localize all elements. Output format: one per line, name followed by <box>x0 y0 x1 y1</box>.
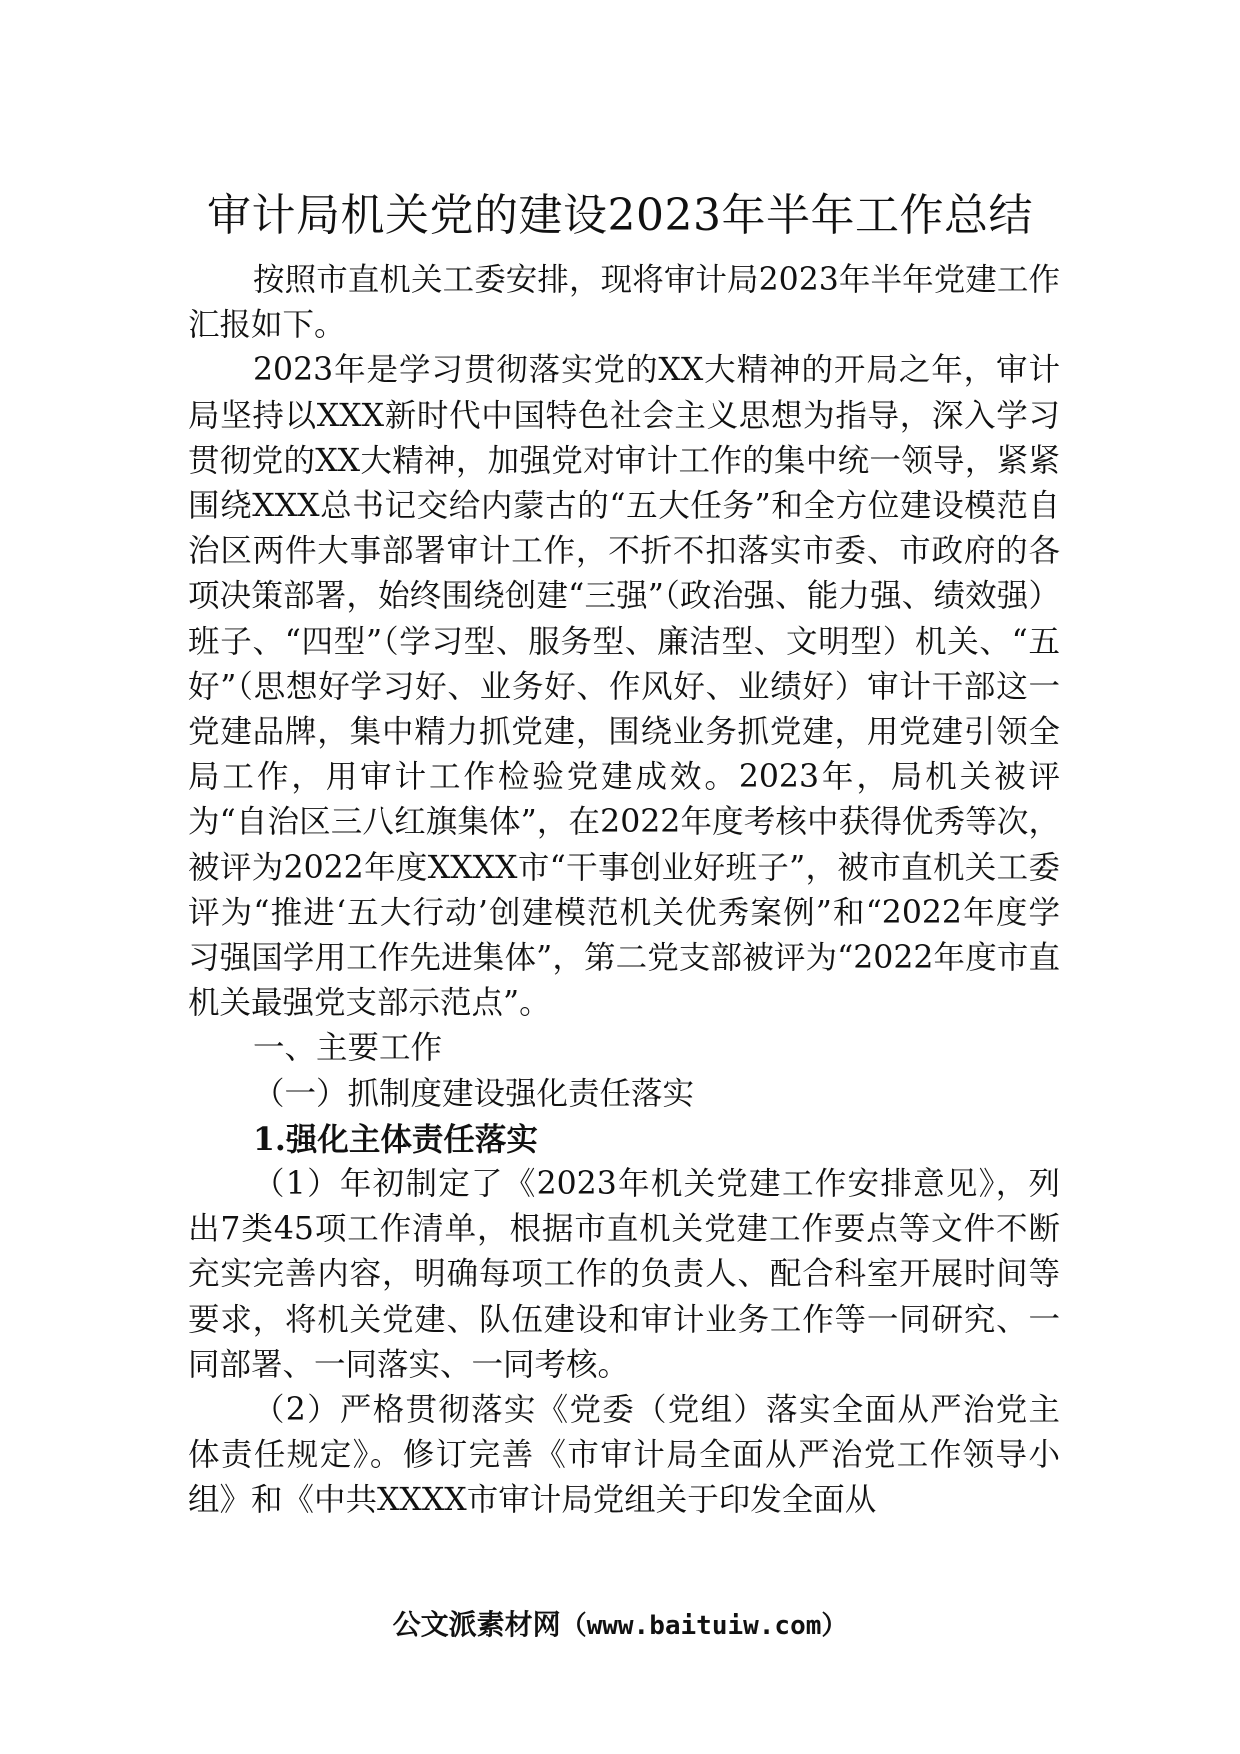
list-item-annual-plan: （1）年初制定了《2023年机关党建工作安排意见》，列出7类45项工作清单，根据市直机关党建工作要点等文件不断充实完善内容，明确每项工作的负责人、配合科室开展时间等要求，将机关党建、队伍建设和审计业务工作等一同研究、一同部署、一同落实、一同考核。 <box>188 1166 1060 1383</box>
document-title: 审计局机关党的建设2023年半年工作总结 <box>207 190 1033 241</box>
subheading-main-responsibility: 1.强化主体责任落实 <box>253 1120 538 1158</box>
footer-source <box>0 1606 1240 1645</box>
overview-paragraph: 2023年是学习贯彻落实党的XX大精神的开局之年，审计局坚持以XXX新时代中国特色社会主义思想为指导，深入学习贯彻党的XX大精神，加强党对审计工作的集中统一领导，紧紧围绕XXX总书记交给内蒙古的“五大任务”和全方位建设模范自治区两件大事部署审计工作，不折不扣落实市委、市政府的各项决策部署，始终围绕创建“三强”（政治强、能力强、绩效强）班子、“四型”（学习型、服务型、廉洁型、文明型）机关、“五好”（思想好学习好、业务好、作风好、业绩好）审计干部这一党建品牌，集中精力抓党建，围绕业务抓党建，用党建引领全局工作，用审计工作检验党建成效。2023年，局机关被评为“自治区三八红旗集体”，在2022年度考核中获得优秀等次，被评为2022年度XXXX市“干事创业好班子”，被市直机关工委评为“推进‘五大行动’创建模范机关优秀案例”和“2022年度学习强国学用工作先进集体”，第二党支部被评为“2022年度市直机关最强党支部示范点”。 <box>188 352 1060 1022</box>
subsection-heading-system-building: （一）抓制度建设强化责任落实 <box>253 1075 695 1112</box>
document-body <box>188 258 1060 1524</box>
footer-site-name: 公文派素材网 <box>392 1608 561 1641</box>
list-item-responsibility-rule: （2）严格贯彻落实《党委（党组）落实全面从严治党主体责任规定》。修订完善《市审计局全面从严治党工作领导小组》和《中共XXXX市审计局党组关于印发全面从 <box>188 1392 1060 1519</box>
section-heading-main-work: 一、主要工作 <box>253 1030 443 1067</box>
intro-paragraph: 按照市直机关工委安排，现将审计局2023年半年党建工作汇报如下。 <box>188 262 1060 344</box>
footer-site-url: （www.baituiw.com） <box>560 1611 848 1641</box>
